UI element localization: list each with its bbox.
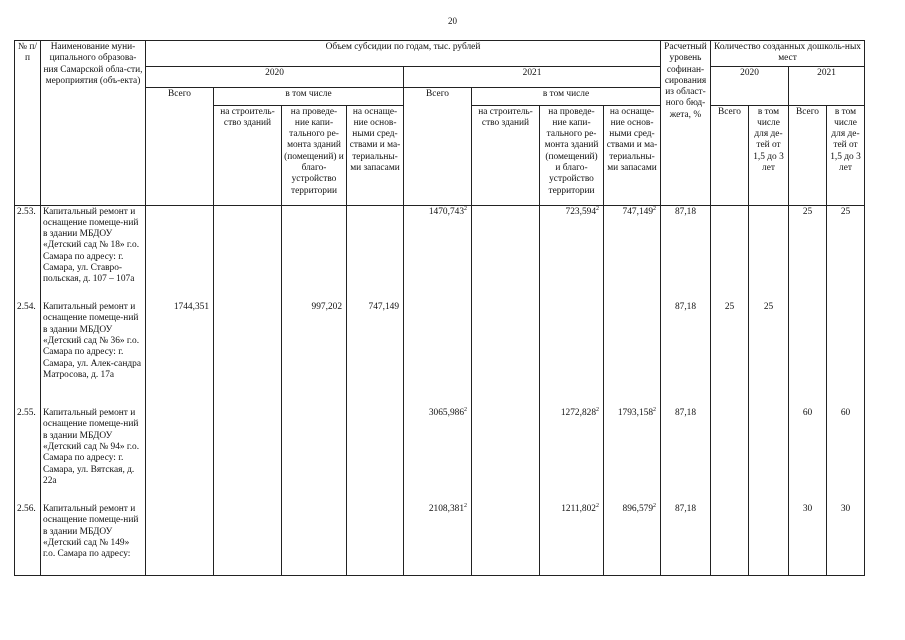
cell-places-13-2021: 30 — [827, 503, 865, 575]
cell-cofin: 87,18 — [661, 301, 711, 407]
header-incl-2021: в том числе — [472, 87, 661, 105]
cell-repair-2021: 723,594$^2$ — [540, 205, 604, 301]
cell-places-2021 — [789, 301, 827, 407]
row-name: Капитальный ремонт и оснащение помеще-ний в здании МБДОУ «Детский сад № 149» г.о. Самара по адресу: — [41, 503, 146, 575]
cell-cofin: 87,18 — [661, 205, 711, 301]
cell-places-2021: 30 — [789, 503, 827, 575]
header-places-total-2021: Всего — [789, 105, 827, 205]
cell-construction-2021 — [472, 407, 540, 503]
row-name: Капитальный ремонт и оснащение помеще-ний в здании МБДОУ «Детский сад № 18» г.о. Самара по адресу: г. Самара, ул. Ставро-польская, д. 107 – 107а — [41, 205, 146, 301]
header-repair-2021: на проведе-ние капи-тального ре-монта зданий (помещений) и благо-устройство территории — [540, 105, 604, 205]
cell-places-13-2021 — [827, 301, 865, 407]
cell-places-13-2020: 25 — [749, 301, 789, 407]
header-equip-2020: на оснаще-ние основ-ными сред-ствами и ма-териальны-ми запасами — [347, 105, 404, 205]
page-number: 20 — [448, 16, 457, 26]
header-construction-2020: на строитель-ство зданий — [214, 105, 282, 205]
cell-repair-2021: 1211,802$^2$ — [540, 503, 604, 575]
header-total-2021: Всего — [404, 87, 472, 205]
header-construction-2021: на строитель-ство зданий — [472, 105, 540, 205]
cell-construction-2020 — [214, 301, 282, 407]
cell-total-2021: 2108,381$^2$ — [404, 503, 472, 575]
subsidy-table — [14, 40, 865, 576]
cell-places-2020: 25 — [711, 301, 749, 407]
row-num: 2.53. — [15, 205, 41, 301]
header-places-total-2020: Всего — [711, 105, 749, 205]
cell-total-2021: 3065,986$^2$ — [404, 407, 472, 503]
cell-repair-2021 — [540, 301, 604, 407]
table-row — [15, 407, 865, 503]
header-places-group: Количество созданных дошколь-ных мест — [711, 41, 865, 67]
header-equip-2021: на оснаще-ние основ-ными сред-ствами и ма-териальны-ми запасами — [604, 105, 661, 205]
cell-repair-2020 — [282, 407, 347, 503]
cell-cofin: 87,18 — [661, 407, 711, 503]
cell-places-13-2021: 60 — [827, 407, 865, 503]
cell-equip-2021: 896,579$^2$ — [604, 503, 661, 575]
cell-construction-2020 — [214, 205, 282, 301]
row-name: Капитальный ремонт и оснащение помеще-ний в здании МБДОУ «Детский сад № 94» г.о. Самара по адресу: г. Самара, ул. Вятская, д. 22а — [41, 407, 146, 503]
cell-equip-2020 — [347, 407, 404, 503]
cell-total-2020: 1744,351 — [146, 301, 214, 407]
cell-equip-2020: 747,149 — [347, 301, 404, 407]
cell-places-13-2021: 25 — [827, 205, 865, 301]
cell-cofin: 87,18 — [661, 503, 711, 575]
cell-equip-2021 — [604, 301, 661, 407]
cell-construction-2020 — [214, 503, 282, 575]
header-num: № п/п — [15, 41, 41, 206]
header-incl-2020: в том числе — [214, 87, 404, 105]
header-places-year-2020: 2020 — [711, 66, 789, 105]
cell-places-13-2020 — [749, 205, 789, 301]
row-num: 2.55. — [15, 407, 41, 503]
header-name: Наименование муни-ципального образова-ния Самарской обла-сти, мероприятия (объ-екта) — [41, 41, 146, 206]
header-year-2021: 2021 — [404, 66, 661, 87]
cell-construction-2021 — [472, 301, 540, 407]
cell-places-13-2020 — [749, 503, 789, 575]
cell-equip-2020 — [347, 205, 404, 301]
table-row — [15, 301, 865, 407]
header-year-2020: 2020 — [146, 66, 404, 87]
header-total-2020: Всего — [146, 87, 214, 205]
header-places-incl-2020: в том числе для де-тей от 1,5 до 3 лет — [749, 105, 789, 205]
cell-repair-2020 — [282, 205, 347, 301]
table-row — [15, 205, 865, 301]
cell-places-2021: 60 — [789, 407, 827, 503]
cell-equip-2020 — [347, 503, 404, 575]
subsidy-table-sheet — [14, 40, 865, 576]
table-row — [15, 503, 865, 575]
cell-construction-2021 — [472, 503, 540, 575]
cell-repair-2020: 997,202 — [282, 301, 347, 407]
cell-construction-2020 — [214, 407, 282, 503]
header-places-year-2021: 2021 — [789, 66, 865, 105]
cell-places-2020 — [711, 205, 749, 301]
cell-repair-2021: 1272,828$^2$ — [540, 407, 604, 503]
row-num: 2.56. — [15, 503, 41, 575]
cell-total-2021: 1470,743$^2$ — [404, 205, 472, 301]
cell-places-13-2020 — [749, 407, 789, 503]
cell-construction-2021 — [472, 205, 540, 301]
cell-equip-2021: 747,149$^2$ — [604, 205, 661, 301]
header-subsidy-group: Объем субсидии по годам, тыс. рублей — [146, 41, 661, 67]
cell-places-2020 — [711, 503, 749, 575]
header-repair-2020: на проведе-ние капи-тального ре-монта зданий (помещений) и благо-устройство территории — [282, 105, 347, 205]
cell-total-2020 — [146, 407, 214, 503]
cell-places-2020 — [711, 407, 749, 503]
row-num: 2.54. — [15, 301, 41, 407]
header-cofin: Расчетный уровень софинан-сирования из област-ного бюд-жета, % — [661, 41, 711, 206]
cell-repair-2020 — [282, 503, 347, 575]
cell-total-2020 — [146, 503, 214, 575]
cell-equip-2021: 1793,158$^2$ — [604, 407, 661, 503]
row-name: Капитальный ремонт и оснащение помеще-ний в здании МБДОУ «Детский сад № 36» г.о. Самара по адресу: г. Самара, ул. Алек-сандра Матросова, д. 17а — [41, 301, 146, 407]
cell-total-2020 — [146, 205, 214, 301]
cell-places-2021: 25 — [789, 205, 827, 301]
cell-total-2021 — [404, 301, 472, 407]
header-places-incl-2021: в том числе для де-тей от 1,5 до 3 лет — [827, 105, 865, 205]
